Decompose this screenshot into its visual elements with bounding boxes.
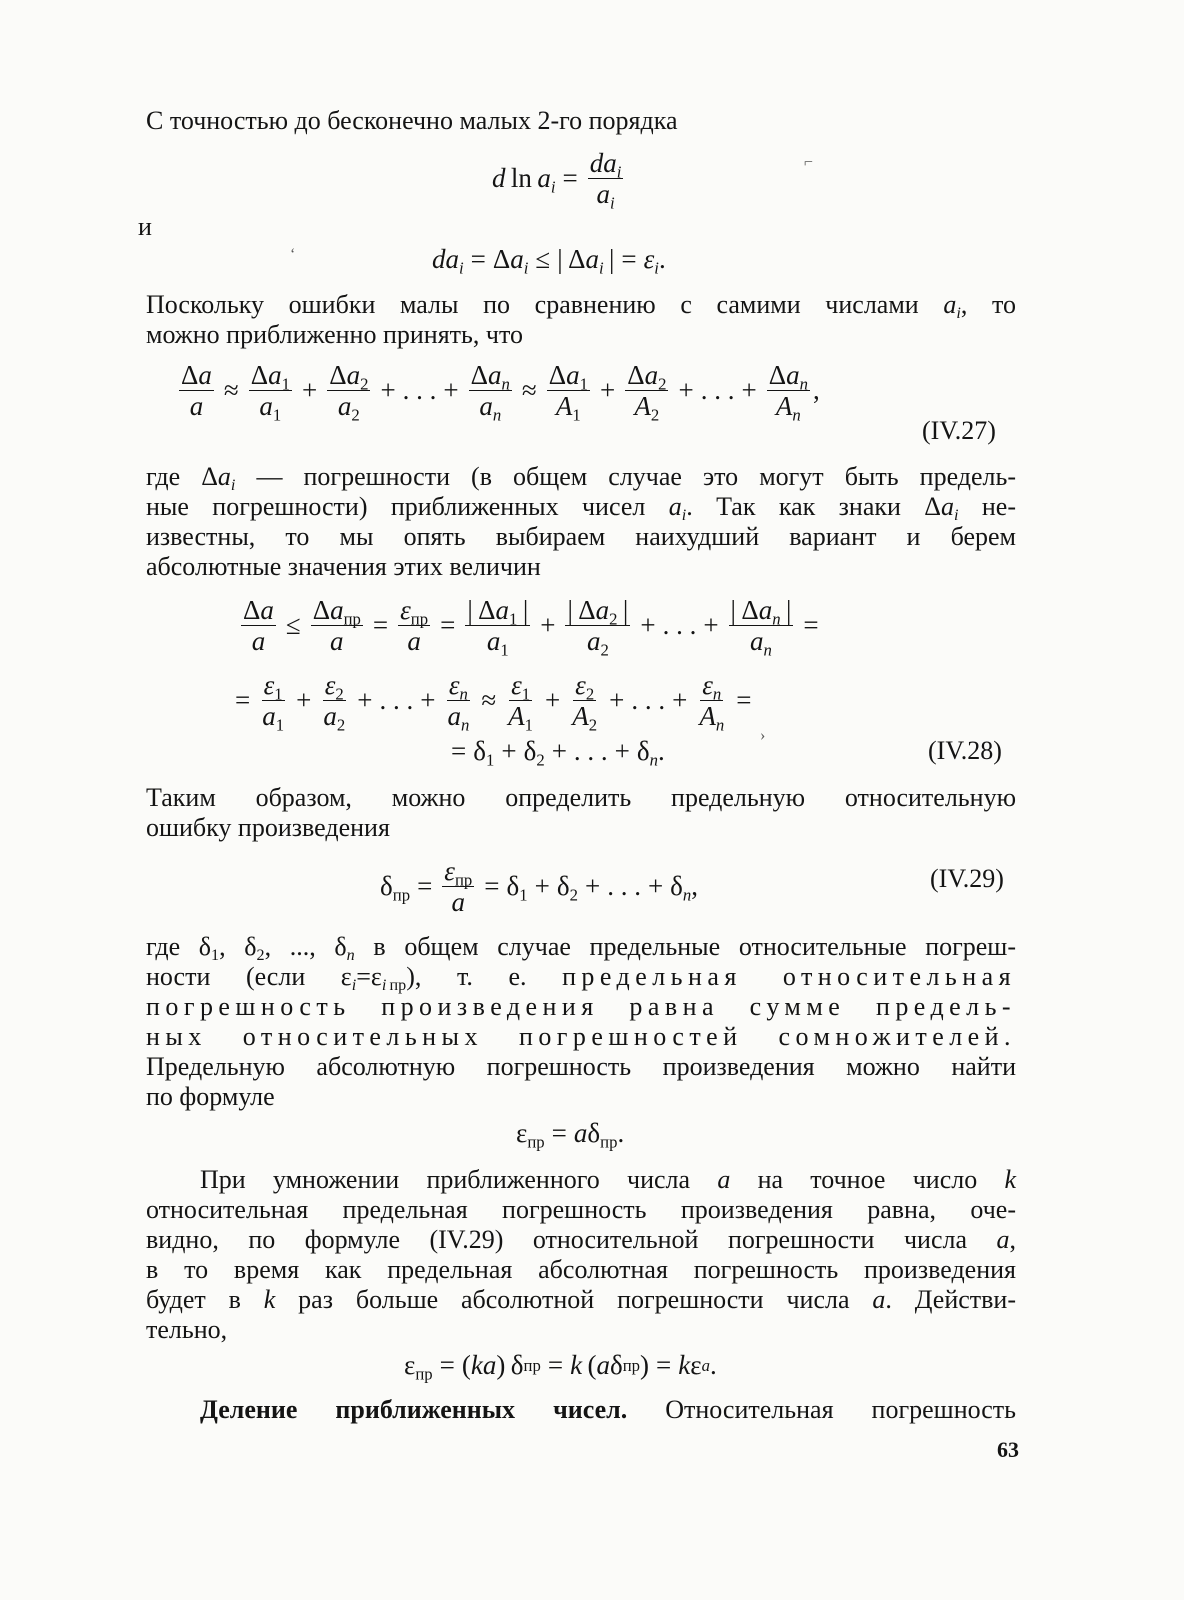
equation-iv27: $\frac{\Delta a}{a}$ ≈ $\frac{\Delta a_1}{a_1}$ + $\frac{\Delta a_2}{a_2}$ + . . . + $\Delta a_n$ $a_n$ ≈ $\frac{\Delta a_1}{A_1}$ + $\frac{\Delta a_2}{A_2}$ + . . . + $\Delta a_n$ $A_n$ ,: [181, 360, 820, 425]
text-line: где $\Delta a_i$ — погрешности (в общем случае это могут быть предель-: [146, 462, 1017, 495]
text-line: и: [138, 212, 152, 241]
text-line: ности (если $\varepsilon_i=\varepsilon_{i пр}$), т. е. предельная относительная: [146, 962, 1016, 995]
text-line: известны, то мы опять выбираем наихудший вариант и берем: [146, 522, 1016, 551]
equation-number: (IV.29): [930, 864, 1004, 893]
page-number: 63: [997, 1437, 1019, 1462]
equation-iv28-line3: = $\delta_1$ + $\delta_2$ + . . . + $\delta_n$ .: [451, 736, 665, 770]
text-line: погрешность произведения равна сумме предель-: [146, 992, 1016, 1021]
equation-iv28-line1: $\frac{\Delta a}{a}$ ≤ $\Delta a_{пр}$ a = $\varepsilon_{пр}$ a = $\frac{| \Delta a_1 |}{a_1}$ + $\frac{| \Delta a_2 |}{a_2}$ + . . . + | $\Delta a_n$ | $a_n$ =: [243, 595, 819, 660]
text-line: Таким образом, можно определить предельную относительную: [146, 783, 1016, 812]
text-line: относительная предельная погрешность произведения равна, оче-: [146, 1195, 1016, 1224]
text-line: ные погрешности) приближенных чисел $a_i$. Так как знаки $\Delta a_i$ не-: [146, 492, 1017, 525]
text-line: в то время как предельная абсолютная погрешность произведения: [146, 1255, 1016, 1284]
text-line: ошибку произведения: [146, 813, 390, 842]
section-heading: Деление приближенных чисел.: [200, 1395, 628, 1424]
text-line: можно приближенно принять, что: [146, 320, 523, 349]
equation-dln: d $\ln a_i$ = $da_i$ $a_i$: [492, 148, 622, 213]
equation-eps-pr: $\varepsilon_{пр}$ = $a\delta_{пр}$ .: [516, 1118, 625, 1152]
scan-mark: ›: [760, 727, 766, 744]
text-line: где $\delta_1$, $\delta_2$, ..., $\delta_n$ в общем случае предельные относительные погреш-: [146, 932, 1016, 965]
text-line: С точностью до бесконечно малых 2-го порядка: [146, 106, 678, 135]
scan-mark: ⌐: [804, 154, 814, 171]
equation-dai: $da_i$ = $\Delta a_i$ ≤ | $\Delta a_i$ | = $\varepsilon_i$ .: [432, 244, 666, 278]
text-line: Деление приближенных чисел. Относительная погрешность: [200, 1395, 1017, 1424]
text-line: ных относительных погрешностей сомножителей.: [146, 1022, 1016, 1051]
scan-mark: ‘: [290, 246, 296, 263]
equation-number: (IV.27): [922, 416, 996, 445]
equation-number: (IV.28): [928, 736, 1002, 765]
equation-eps-ka: $\varepsilon_{пр}$ = ( ka ) δ пр = k ( a δ пр ) = k ε a .: [404, 1350, 717, 1384]
equation-iv28-line2: = $\frac{\varepsilon_1}{a_1}$ + $\frac{\varepsilon_2}{a_2}$ + . . . + $\frac{\varepsilon_n}{a_n}$ ≈ $\frac{\varepsilon_1}{A_1}$ + $\frac{\varepsilon_2}{A_2}$ + . . . + $\frac{\varepsilon_n}{A_n}$ =: [235, 670, 752, 735]
text-line: При умножении приближенного числа a на точное число k: [200, 1165, 1017, 1194]
text-line: тельно,: [146, 1315, 228, 1344]
text-line: будет в k раз больше абсолютной погрешности числа a. Действи-: [146, 1285, 1016, 1314]
text-line: Поскольку ошибки малы по сравнению с самими числами $a_i$, то: [146, 290, 1016, 323]
text-line: абсолютные значения этих величин: [146, 552, 541, 581]
text-line: Предельную абсолютную погрешность произведения можно найти: [146, 1052, 1016, 1081]
equation-iv29: $\delta_{пр}$ = $\varepsilon_{пр}$ a = $\delta_1$ + $\delta_2$ + . . . + $\delta_n$ ,: [380, 856, 699, 918]
text-line: видно, по формуле (IV.29) относительной погрешности числа a,: [146, 1225, 1017, 1254]
text-line: по формуле: [146, 1082, 275, 1111]
